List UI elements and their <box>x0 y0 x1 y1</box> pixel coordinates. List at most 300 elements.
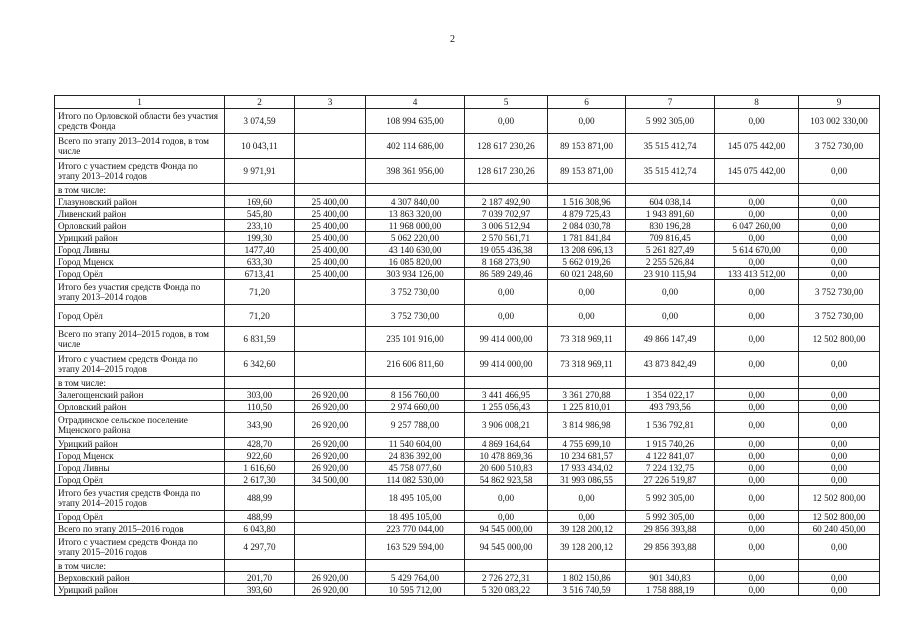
table-cell: 71,20 <box>225 305 295 327</box>
table-cell: 0,00 <box>799 256 880 268</box>
table-cell: 1 915 740,26 <box>626 438 715 450</box>
table-cell: 0,00 <box>715 352 799 377</box>
table-cell: 398 361 956,00 <box>366 159 465 184</box>
table-cell: 5 614 670,00 <box>715 244 799 256</box>
table-row <box>55 280 880 305</box>
table-cell: 0,00 <box>715 413 799 438</box>
table-row <box>55 244 880 256</box>
table-cell: 0,00 <box>715 280 799 305</box>
table-cell: 12 502 800,00 <box>799 486 880 511</box>
table-cell: 0,00 <box>715 572 799 584</box>
table-cell: 73 318 969,11 <box>548 327 626 352</box>
table-cell: 5 662 019,26 <box>548 256 626 268</box>
table-row <box>55 474 880 486</box>
table-cell: 0,00 <box>715 584 799 596</box>
table-cell: 6 342,60 <box>225 352 295 377</box>
table-cell: 34 500,00 <box>295 474 366 486</box>
table-cell: 110,50 <box>225 401 295 413</box>
table-cell: 29 856 393,88 <box>626 535 715 560</box>
table-cell: 1 802 150,86 <box>548 572 626 584</box>
table-cell: 0,00 <box>715 208 799 220</box>
table-cell: 0,00 <box>799 535 880 560</box>
table-cell: 303,00 <box>225 389 295 401</box>
row-label: Город Орёл <box>55 474 225 486</box>
row-label: Город Мценск <box>55 256 225 268</box>
row-label: Всего по этапу 2015–2016 годов <box>55 523 225 535</box>
table-cell: 89 153 871,00 <box>548 159 626 184</box>
table-cell: 25 400,00 <box>295 244 366 256</box>
table-cell: 303 934 126,00 <box>366 268 465 280</box>
table-cell: 133 413 512,00 <box>715 268 799 280</box>
column-number-2: 2 <box>225 96 295 109</box>
table-cell: 3 074,59 <box>225 109 295 134</box>
table-cell: 0,00 <box>715 535 799 560</box>
column-number-9: 9 <box>799 96 880 109</box>
table-cell: 71,20 <box>225 280 295 305</box>
table-cell: 0,00 <box>715 256 799 268</box>
table-row <box>55 462 880 474</box>
column-number-5: 5 <box>465 96 548 109</box>
table-row <box>55 438 880 450</box>
table-cell: 2 084 030,78 <box>548 220 626 232</box>
table-cell: 0,00 <box>715 305 799 327</box>
table-cell: 0,00 <box>799 196 880 208</box>
table-cell: 26 920,00 <box>295 389 366 401</box>
row-label: Город Орёл <box>55 511 225 523</box>
table-cell: 604 038,14 <box>626 196 715 208</box>
table-row <box>55 584 880 596</box>
table-row <box>55 572 880 584</box>
table-cell: 169,60 <box>225 196 295 208</box>
table-cell: 25 400,00 <box>295 220 366 232</box>
table-cell: 0,00 <box>548 280 626 305</box>
table-cell: 0,00 <box>799 462 880 474</box>
table-cell <box>295 159 366 184</box>
table-cell: 0,00 <box>799 208 880 220</box>
table-cell: 145 075 442,00 <box>715 134 799 159</box>
table-row <box>55 486 880 511</box>
table-cell: 0,00 <box>715 389 799 401</box>
table-cell: 1 354 022,17 <box>626 389 715 401</box>
column-number-1: 1 <box>55 96 225 109</box>
row-label: Отрадинское сельское поселение Мценского района <box>55 413 225 438</box>
table-cell <box>225 377 295 389</box>
table-cell: 10 234 681,57 <box>548 450 626 462</box>
table-cell: 3 752 730,00 <box>799 134 880 159</box>
row-label: Глазуновский район <box>55 196 225 208</box>
table-cell <box>295 305 366 327</box>
table-row <box>55 377 880 389</box>
table-cell: 0,00 <box>799 220 880 232</box>
table-cell: 2 255 526,84 <box>626 256 715 268</box>
row-label: Залегощенский район <box>55 389 225 401</box>
table-cell: 488,99 <box>225 486 295 511</box>
table-cell: 0,00 <box>799 352 880 377</box>
table-cell: 2 726 272,31 <box>465 572 548 584</box>
table-cell: 43 873 842,49 <box>626 352 715 377</box>
table-cell: 16 085 820,00 <box>366 256 465 268</box>
table-cell <box>225 184 295 196</box>
table-cell: 5 320 083,22 <box>465 584 548 596</box>
table-cell: 830 196,28 <box>626 220 715 232</box>
table-cell: 26 920,00 <box>295 438 366 450</box>
table-row <box>55 560 880 572</box>
table-row <box>55 450 880 462</box>
table-cell: 25 400,00 <box>295 208 366 220</box>
row-label: Итого с участием средств Фонда по этапу 2015–2016 годов <box>55 535 225 560</box>
table-cell: 31 993 086,55 <box>548 474 626 486</box>
table-row <box>55 134 880 159</box>
table-cell: 545,80 <box>225 208 295 220</box>
table-cell: 0,00 <box>715 438 799 450</box>
table-cell: 39 128 200,12 <box>548 535 626 560</box>
row-label: Город Ливны <box>55 462 225 474</box>
table-cell: 13 208 696,13 <box>548 244 626 256</box>
table-cell: 163 529 594,00 <box>366 535 465 560</box>
table-cell <box>715 560 799 572</box>
table-cell: 5 992 305,00 <box>626 511 715 523</box>
table-cell: 23 910 115,94 <box>626 268 715 280</box>
table-cell <box>295 377 366 389</box>
table-cell <box>465 377 548 389</box>
table-cell: 8 156 760,00 <box>366 389 465 401</box>
table-cell: 2 187 492,90 <box>465 196 548 208</box>
table-cell: 5 429 764,00 <box>366 572 465 584</box>
housing-program-table <box>54 95 880 596</box>
table-cell: 4 879 725,43 <box>548 208 626 220</box>
table-cell <box>465 560 548 572</box>
row-label: Город Орёл <box>55 268 225 280</box>
table-cell: 393,60 <box>225 584 295 596</box>
table-cell: 0,00 <box>715 401 799 413</box>
table-row <box>55 523 880 535</box>
table-cell: 0,00 <box>715 511 799 523</box>
table-cell: 25 400,00 <box>295 196 366 208</box>
table-cell <box>295 511 366 523</box>
table-cell: 103 002 330,00 <box>799 109 880 134</box>
table-cell <box>295 184 366 196</box>
table-cell: 0,00 <box>715 232 799 244</box>
table-cell: 60 240 450,00 <box>799 523 880 535</box>
table-cell: 0,00 <box>799 584 880 596</box>
table-cell <box>626 184 715 196</box>
table-cell: 86 589 249,46 <box>465 268 548 280</box>
table-row <box>55 413 880 438</box>
table-cell: 3 752 730,00 <box>366 305 465 327</box>
table-cell: 94 545 000,00 <box>465 535 548 560</box>
table-cell: 89 153 871,00 <box>548 134 626 159</box>
table-cell: 223 770 044,00 <box>366 523 465 535</box>
table-cell: 128 617 230,26 <box>465 134 548 159</box>
table-cell: 1 943 891,60 <box>626 208 715 220</box>
row-label: Итого с участием средств Фонда по этапу 2014–2015 годов <box>55 352 225 377</box>
table-cell: 488,99 <box>225 511 295 523</box>
table-cell: 26 920,00 <box>295 462 366 474</box>
table-cell <box>799 184 880 196</box>
table-cell <box>799 377 880 389</box>
table-cell: 39 128 200,12 <box>548 523 626 535</box>
table-cell: 343,90 <box>225 413 295 438</box>
table-row <box>55 220 880 232</box>
table-cell: 1 758 888,19 <box>626 584 715 596</box>
table-cell: 9 257 788,00 <box>366 413 465 438</box>
table-cell: 12 502 800,00 <box>799 511 880 523</box>
table-cell: 216 606 811,60 <box>366 352 465 377</box>
table-cell: 0,00 <box>626 305 715 327</box>
table-cell: 49 866 147,49 <box>626 327 715 352</box>
table-cell <box>465 184 548 196</box>
table-cell: 18 495 105,00 <box>366 511 465 523</box>
table-cell: 11 968 000,00 <box>366 220 465 232</box>
table-cell <box>295 486 366 511</box>
table-cell: 0,00 <box>465 486 548 511</box>
table-cell: 54 862 923,58 <box>465 474 548 486</box>
table-row <box>55 256 880 268</box>
row-label: Орловский район <box>55 401 225 413</box>
table-cell: 20 600 510,83 <box>465 462 548 474</box>
table-cell <box>295 560 366 572</box>
table-cell: 0,00 <box>799 438 880 450</box>
table-row <box>55 268 880 280</box>
table-cell: 4 307 840,00 <box>366 196 465 208</box>
row-label: Город Орёл <box>55 305 225 327</box>
table-cell <box>295 134 366 159</box>
table-cell: 1 516 308,96 <box>548 196 626 208</box>
table-row <box>55 109 880 134</box>
table-cell: 99 414 000,00 <box>465 352 548 377</box>
table-cell: 24 836 392,00 <box>366 450 465 462</box>
table-cell: 25 400,00 <box>295 232 366 244</box>
table-row <box>55 208 880 220</box>
table-cell: 60 021 248,60 <box>548 268 626 280</box>
table-row <box>55 511 880 523</box>
table-cell: 3 006 512,94 <box>465 220 548 232</box>
table-row <box>55 159 880 184</box>
table-cell: 0,00 <box>799 232 880 244</box>
row-label: Итого без участия средств Фонда по этапу 2014–2015 годов <box>55 486 225 511</box>
table-cell: 6 043,80 <box>225 523 295 535</box>
table-cell <box>366 377 465 389</box>
table-cell: 0,00 <box>799 413 880 438</box>
table-cell: 4 297,70 <box>225 535 295 560</box>
table-cell <box>799 560 880 572</box>
table-cell: 73 318 969,11 <box>548 352 626 377</box>
page-number: 2 <box>450 34 455 45</box>
table-row <box>55 352 880 377</box>
table-cell <box>626 377 715 389</box>
table-cell: 5 261 827,49 <box>626 244 715 256</box>
table-cell: 128 617 230,26 <box>465 159 548 184</box>
table-cell: 4 122 841,07 <box>626 450 715 462</box>
row-label: Город Мценск <box>55 450 225 462</box>
table-cell: 3 752 730,00 <box>366 280 465 305</box>
table-row <box>55 305 880 327</box>
table-row <box>55 184 880 196</box>
table-cell: 29 856 393,88 <box>626 523 715 535</box>
column-number-4: 4 <box>366 96 465 109</box>
column-number-6: 6 <box>548 96 626 109</box>
table-cell: 0,00 <box>715 486 799 511</box>
table-cell: 0,00 <box>465 280 548 305</box>
table-row <box>55 389 880 401</box>
table-cell <box>548 184 626 196</box>
table-cell: 2 570 561,71 <box>465 232 548 244</box>
table-cell: 0,00 <box>715 462 799 474</box>
table-cell: 43 140 630,00 <box>366 244 465 256</box>
table-cell: 0,00 <box>465 305 548 327</box>
table-cell: 0,00 <box>715 109 799 134</box>
table-row <box>55 232 880 244</box>
table-cell: 1477,40 <box>225 244 295 256</box>
table-cell: 901 340,83 <box>626 572 715 584</box>
table-cell: 0,00 <box>715 523 799 535</box>
column-header-row <box>55 96 880 109</box>
table-cell: 99 414 000,00 <box>465 327 548 352</box>
table-cell <box>366 560 465 572</box>
table-cell: 1 255 056,43 <box>465 401 548 413</box>
table-cell: 0,00 <box>465 511 548 523</box>
table-cell: 26 920,00 <box>295 401 366 413</box>
table-cell <box>295 109 366 134</box>
table-cell <box>548 560 626 572</box>
table-cell: 5 992 305,00 <box>626 109 715 134</box>
row-label: в том числе: <box>55 377 225 389</box>
table-cell: 0,00 <box>799 244 880 256</box>
row-label: Всего по этапу 2013–2014 годов, в том числе <box>55 134 225 159</box>
table-row <box>55 535 880 560</box>
table-cell: 10 595 712,00 <box>366 584 465 596</box>
table-cell: 1 536 792,81 <box>626 413 715 438</box>
table-cell: 114 082 530,00 <box>366 474 465 486</box>
table-cell: 633,30 <box>225 256 295 268</box>
table-cell: 0,00 <box>799 401 880 413</box>
table-cell: 493 793,56 <box>626 401 715 413</box>
table-cell: 3 516 740,59 <box>548 584 626 596</box>
table-cell: 3 814 986,98 <box>548 413 626 438</box>
row-label: Всего по этапу 2014–2015 годов, в том числе <box>55 327 225 352</box>
column-number-3: 3 <box>295 96 366 109</box>
table-cell <box>295 535 366 560</box>
table-cell: 0,00 <box>799 389 880 401</box>
table-cell: 35 515 412,74 <box>626 159 715 184</box>
table-cell: 26 920,00 <box>295 572 366 584</box>
row-label: Ливенский район <box>55 208 225 220</box>
table-cell: 0,00 <box>548 109 626 134</box>
table-cell: 18 495 105,00 <box>366 486 465 511</box>
table-cell: 3 441 466,95 <box>465 389 548 401</box>
table-cell: 10 043,11 <box>225 134 295 159</box>
table-cell: 428,70 <box>225 438 295 450</box>
table-cell: 35 515 412,74 <box>626 134 715 159</box>
table-cell: 0,00 <box>799 572 880 584</box>
row-label: Итого без участия средств Фонда по этапу 2013–2014 годов <box>55 280 225 305</box>
column-number-7: 7 <box>626 96 715 109</box>
column-number-8: 8 <box>715 96 799 109</box>
table-cell: 11 540 604,00 <box>366 438 465 450</box>
table-cell: 709 816,45 <box>626 232 715 244</box>
table-row <box>55 401 880 413</box>
table-cell: 9 971,91 <box>225 159 295 184</box>
table-cell: 3 361 270,88 <box>548 389 626 401</box>
table-cell: 45 758 077,60 <box>366 462 465 474</box>
table-cell: 17 933 434,02 <box>548 462 626 474</box>
table-cell: 922,60 <box>225 450 295 462</box>
table-cell <box>626 560 715 572</box>
table-cell: 0,00 <box>465 109 548 134</box>
table-cell <box>295 327 366 352</box>
row-label: Итого с участием средств Фонда по этапу 2013–2014 годов <box>55 159 225 184</box>
table-cell: 1 616,60 <box>225 462 295 474</box>
table-cell: 4 755 699,10 <box>548 438 626 450</box>
table-cell <box>295 280 366 305</box>
row-label: Урицкий район <box>55 584 225 596</box>
table-cell: 1 781 841,84 <box>548 232 626 244</box>
table-cell <box>715 184 799 196</box>
table-cell: 12 502 800,00 <box>799 327 880 352</box>
row-label: Верховский район <box>55 572 225 584</box>
table-cell: 19 055 436,38 <box>465 244 548 256</box>
table-cell: 3 752 730,00 <box>799 305 880 327</box>
row-label: Итого по Орловской области без участия средств Фонда <box>55 109 225 134</box>
table-cell: 4 869 164,64 <box>465 438 548 450</box>
table-cell <box>295 523 366 535</box>
row-label: Орловский район <box>55 220 225 232</box>
table-cell: 6 831,59 <box>225 327 295 352</box>
table-cell: 5 062 220,00 <box>366 232 465 244</box>
table-cell: 201,70 <box>225 572 295 584</box>
table-cell: 7 039 702,97 <box>465 208 548 220</box>
table-cell: 0,00 <box>548 486 626 511</box>
table-cell: 0,00 <box>548 305 626 327</box>
table-cell: 13 863 320,00 <box>366 208 465 220</box>
row-label: Урицкий район <box>55 232 225 244</box>
table-cell: 26 920,00 <box>295 450 366 462</box>
table-cell: 0,00 <box>799 159 880 184</box>
table-cell: 5 992 305,00 <box>626 486 715 511</box>
table-cell: 94 545 000,00 <box>465 523 548 535</box>
table-cell: 199,30 <box>225 232 295 244</box>
table-cell: 233,10 <box>225 220 295 232</box>
table-cell: 0,00 <box>548 511 626 523</box>
table-cell <box>225 560 295 572</box>
table-cell: 0,00 <box>715 474 799 486</box>
row-label: Урицкий район <box>55 438 225 450</box>
table-row <box>55 327 880 352</box>
table-cell: 27 226 519,87 <box>626 474 715 486</box>
table-cell: 7 224 132,75 <box>626 462 715 474</box>
table-cell: 6713,41 <box>225 268 295 280</box>
table-cell <box>548 377 626 389</box>
table-cell: 26 920,00 <box>295 584 366 596</box>
table-cell: 8 168 273,90 <box>465 256 548 268</box>
table-body <box>55 96 880 596</box>
table-cell: 26 920,00 <box>295 413 366 438</box>
table-cell: 2 617,30 <box>225 474 295 486</box>
table-cell <box>295 352 366 377</box>
table-cell: 25 400,00 <box>295 268 366 280</box>
table-cell: 0,00 <box>715 450 799 462</box>
table-row <box>55 196 880 208</box>
table-cell: 2 974 660,00 <box>366 401 465 413</box>
table-cell: 0,00 <box>715 196 799 208</box>
table-cell: 402 114 686,00 <box>366 134 465 159</box>
table-cell: 0,00 <box>715 327 799 352</box>
table-cell: 3 906 008,21 <box>465 413 548 438</box>
row-label: в том числе: <box>55 184 225 196</box>
table-cell: 0,00 <box>799 450 880 462</box>
table-cell <box>366 184 465 196</box>
table-cell: 10 478 869,36 <box>465 450 548 462</box>
